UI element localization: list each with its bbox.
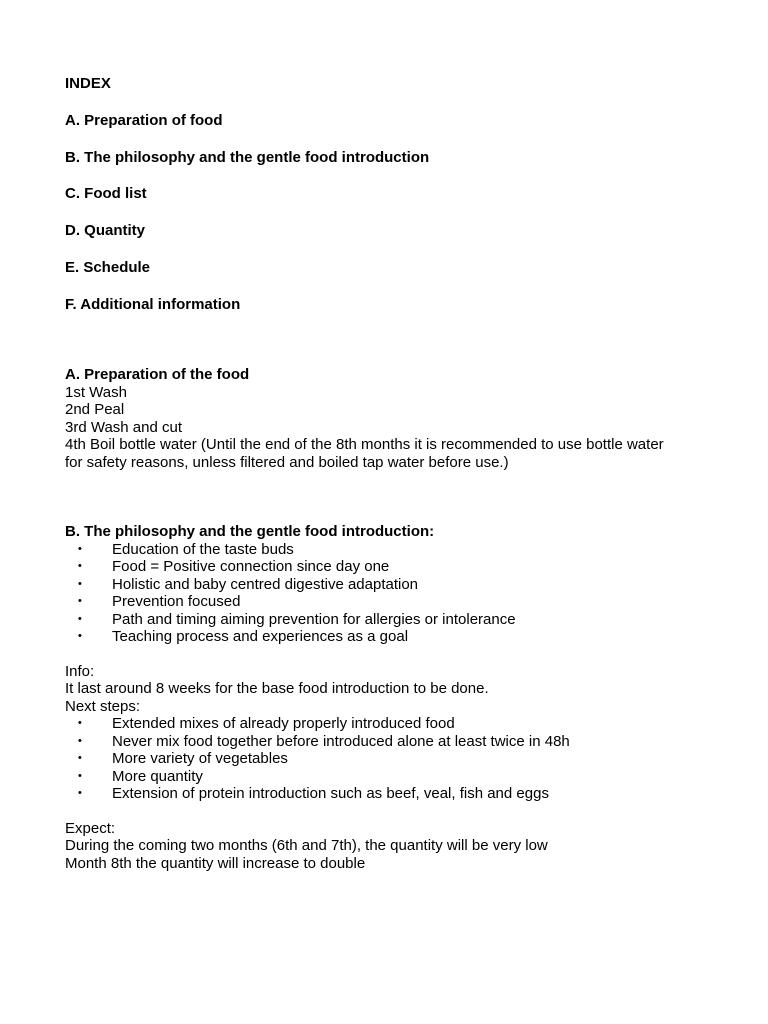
list-item: • More variety of vegetables xyxy=(78,750,288,767)
list-item: • Holistic and baby centred digestive adaptation xyxy=(78,575,419,593)
section-b xyxy=(65,523,715,872)
list-item: • More quantity xyxy=(78,767,203,785)
list-item: • Never mix food together before introduced alone at least twice in 48h xyxy=(78,732,570,750)
list-item: • Prevention focused xyxy=(78,593,241,610)
index-item-e: E. Schedule xyxy=(65,259,151,276)
bullet-icon: • xyxy=(78,542,82,555)
index-item-a: A. Preparation of food xyxy=(65,112,223,129)
list-item: • Teaching process and experiences as a goal xyxy=(78,628,409,645)
index-title: INDEX xyxy=(65,75,111,92)
bullet-icon: • xyxy=(78,630,82,642)
next-steps-list xyxy=(65,715,715,803)
section-a xyxy=(65,366,715,471)
section-a-step: 2nd Peal xyxy=(65,401,125,418)
list-item: • Extension of protein introduction such as beef, veal, fish and eggs xyxy=(78,785,549,802)
section-a-step: 3rd Wash and cut xyxy=(65,418,183,436)
expect-label: Expect: xyxy=(65,819,116,837)
list-item: • Extended mixes of already properly introduced food xyxy=(78,715,455,732)
expect-line: During the coming two months (6th and 7th), the quantity will be very low xyxy=(65,837,548,854)
index-item-c: C. Food list xyxy=(65,185,147,202)
list-item: • Food = Positive connection since day one xyxy=(78,558,390,575)
list-item: • Path and timing aiming prevention for allergies or intolerance xyxy=(78,610,516,628)
bullet-icon: • xyxy=(78,595,82,607)
bullet-icon: • xyxy=(78,787,82,799)
next-steps-label: Next steps: xyxy=(65,697,141,715)
info-label: Info: xyxy=(65,662,95,680)
bullet-icon: • xyxy=(78,752,82,764)
section-b-heading: B. The philosophy and the gentle food introduction: xyxy=(65,523,435,540)
philosophy-list xyxy=(65,541,715,646)
bullet-icon: • xyxy=(78,717,82,729)
bullet-icon: • xyxy=(78,612,82,625)
section-a-step: for safety reasons, unless filtered and boiled tap water before use.) xyxy=(65,453,509,471)
index-item-d: D. Quantity xyxy=(65,222,146,239)
bullet-icon: • xyxy=(78,769,82,782)
list-item: • Education of the taste buds xyxy=(78,540,294,558)
info-text: It last around 8 weeks for the base food introduction to be done. xyxy=(65,680,489,697)
section-a-step: 1st Wash xyxy=(65,383,127,401)
expect-line: Month 8th the quantity will increase to double xyxy=(65,854,366,872)
bullet-icon: • xyxy=(78,734,82,747)
bullet-icon: • xyxy=(78,577,82,590)
bullet-icon: • xyxy=(78,560,82,572)
index-item-b: B. The philosophy and the gentle food introduction xyxy=(65,149,430,166)
section-a-step: 4th Boil bottle water (Until the end of the 8th months it is recommended to use bottle water xyxy=(65,436,664,453)
section-a-heading: A. Preparation of the food xyxy=(65,366,250,383)
index-item-f: F. Additional information xyxy=(65,296,241,313)
